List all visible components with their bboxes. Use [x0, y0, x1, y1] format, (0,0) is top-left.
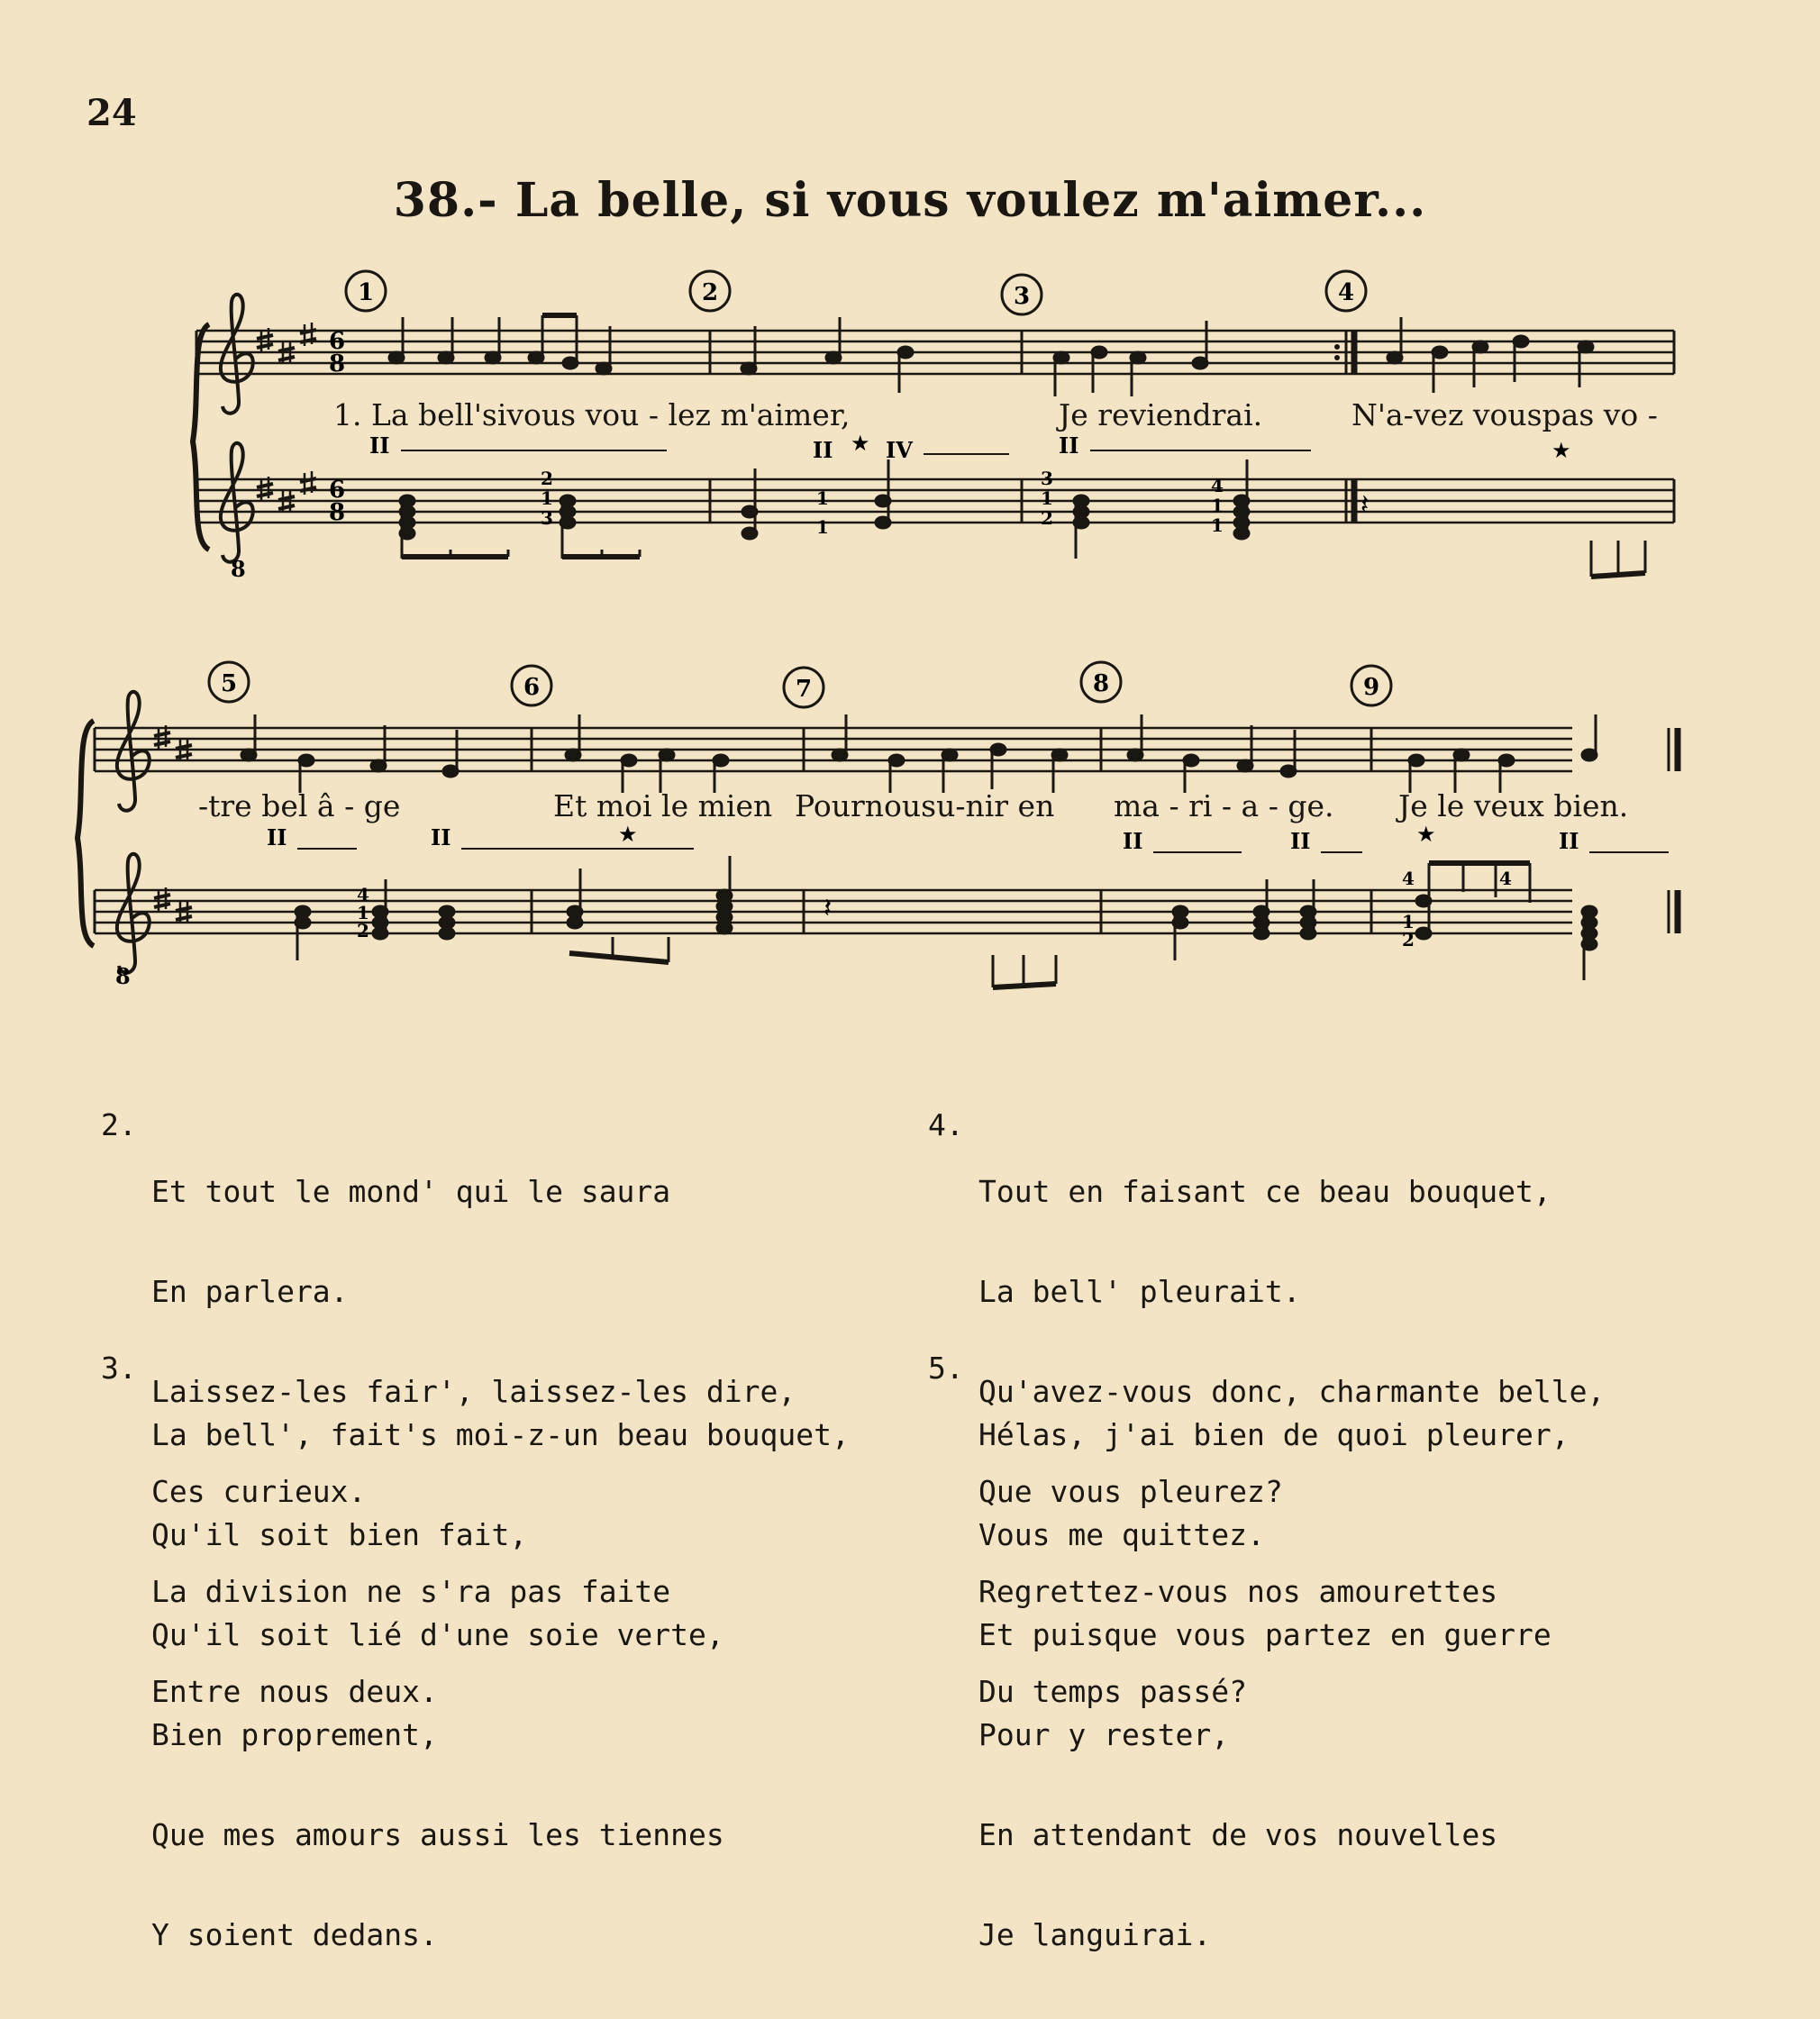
- verse-line: En attendant de vos nouvelles: [978, 1817, 1498, 1852]
- verse-line: Que mes amours aussi les tiennes: [151, 1817, 724, 1852]
- svg-text:3: 3: [541, 507, 553, 529]
- verse-line: Tout en faisant ce beau bouquet,: [978, 1174, 1552, 1209]
- accompaniment-staff: [95, 890, 1572, 933]
- svg-text:1: 1: [541, 487, 553, 509]
- verse-line: La bell' pleurait.: [978, 1274, 1301, 1309]
- accompaniment-staff: [196, 479, 1674, 523]
- song-title: 38.- La belle, si vous voulez m'aimer...: [393, 173, 1427, 228]
- svg-text:1: 1: [816, 516, 829, 538]
- verse-line: Y soient dedans.: [151, 1917, 438, 1952]
- svg-text:7: 7: [795, 676, 813, 703]
- verse-number: 5.: [928, 1351, 964, 1386]
- system-brace: [77, 721, 94, 946]
- svg-text:4: 4: [1402, 868, 1415, 889]
- verse-line: Vous me quittez.: [978, 1517, 1265, 1552]
- fingering-mark: II: [1290, 828, 1311, 854]
- melody-staff: [95, 728, 1572, 771]
- svg-text:2: 2: [1041, 507, 1053, 529]
- measure-marker-6: [512, 666, 551, 705]
- svg-text:1: 1: [357, 279, 375, 306]
- fingering-mark: II: [431, 824, 451, 850]
- svg-text:8: 8: [329, 499, 346, 526]
- octave-mark: 8: [115, 963, 131, 989]
- lyric-s1-2: Je reviendrai.: [1059, 397, 1263, 432]
- verse-line: Pour y rester,: [978, 1717, 1230, 1752]
- verse-line: Qu'avez-vous donc, charmante belle,: [978, 1374, 1606, 1409]
- verse-line: Laissez-les fair', laissez-les dire,: [151, 1374, 796, 1409]
- svg-text:6: 6: [329, 477, 346, 504]
- fingering-mark: II: [1559, 828, 1579, 854]
- lyric-s2-2: Et moi le mien: [553, 788, 773, 823]
- lyric-s1-3: N'a-vez vouspas vo -: [1351, 397, 1658, 432]
- svg-text:8: 8: [329, 350, 346, 377]
- svg-text:4: 4: [357, 884, 369, 905]
- verse-number: 2.: [101, 1107, 137, 1142]
- fingering-mark: II: [369, 432, 390, 459]
- svg-text:9: 9: [1362, 674, 1380, 701]
- measure-marker-4: [1326, 271, 1366, 311]
- svg-text:𝄽: 𝄽: [824, 893, 833, 924]
- svg-text:5: 5: [220, 670, 238, 697]
- octave-mark: 8: [231, 556, 246, 582]
- svg-text:3: 3: [1041, 468, 1053, 489]
- svg-text:8: 8: [1092, 670, 1110, 697]
- system-1: [193, 271, 1674, 582]
- lyric-s2-5: Je le veux bien.: [1398, 788, 1629, 823]
- verse-line: Je languirai.: [978, 1917, 1212, 1952]
- measure-marker-5: [209, 662, 249, 702]
- svg-text:4: 4: [1211, 475, 1224, 496]
- svg-text:6: 6: [523, 674, 541, 701]
- verse-line: Bien proprement,: [151, 1717, 438, 1752]
- svg-text:1: 1: [1041, 487, 1053, 509]
- svg-text:2: 2: [701, 279, 719, 306]
- verse-line: Qu'il soit lié d'une soie verte,: [151, 1617, 724, 1652]
- measure-marker-2: [690, 271, 730, 311]
- verse-line: La bell', fait's moi-z-un beau bouquet,: [151, 1417, 850, 1452]
- measure-marker-1: [346, 271, 386, 311]
- svg-text:4: 4: [1337, 279, 1355, 306]
- svg-text:1: 1: [816, 487, 829, 509]
- lyric-s1-1: 1. La bell'sivous vou - lez m'aimer,: [333, 397, 851, 432]
- lyric-s2-1: -tre bel â - ge: [198, 788, 401, 823]
- star-mark: ★: [851, 431, 870, 456]
- star-mark: ★: [618, 822, 638, 847]
- verse-number: 3.: [101, 1351, 137, 1386]
- verse-line: La division ne s'ra pas faite: [151, 1574, 671, 1609]
- measure-marker-3: [1002, 275, 1042, 314]
- lyric-s2-4: ma - ri - a - ge.: [1114, 788, 1334, 823]
- measure-marker-9: [1351, 666, 1391, 705]
- measure-marker-7: [784, 668, 824, 707]
- verse-line: Du temps passé?: [978, 1674, 1248, 1709]
- fingering-mark: II: [1123, 828, 1143, 854]
- star-mark: ★: [1416, 822, 1436, 847]
- svg-text:1: 1: [1402, 911, 1415, 932]
- svg-text:2: 2: [541, 468, 553, 489]
- verse-line: Que vous pleurez?: [978, 1474, 1283, 1509]
- fingering-mark: IV: [886, 437, 913, 463]
- fingering-mark: II: [813, 437, 833, 463]
- verse-line: Hélas, j'ai bien de quoi pleurer,: [978, 1417, 1570, 1452]
- verse-line: Et tout le mond' qui le saura: [151, 1174, 671, 1209]
- svg-text:1: 1: [1211, 514, 1224, 536]
- svg-text:3: 3: [1013, 283, 1031, 310]
- verse-number: 4.: [928, 1107, 964, 1142]
- svg-text:1: 1: [1211, 495, 1224, 516]
- system-2: [77, 662, 1678, 989]
- fingering-mark: II: [1059, 432, 1079, 459]
- measure-marker-8: [1081, 662, 1121, 702]
- verse-line: Qu'il soit bien fait,: [151, 1517, 528, 1552]
- star-mark: ★: [1552, 438, 1571, 463]
- lyric-s2-3: Pournousu-nir en: [795, 788, 1055, 823]
- svg-text:1: 1: [357, 902, 369, 923]
- svg-text:2: 2: [1402, 929, 1415, 950]
- verse-line: Entre nous deux.: [151, 1674, 438, 1709]
- verse-line: Ces curieux.: [151, 1474, 367, 1509]
- svg-text:2: 2: [357, 920, 369, 941]
- verse-line: Regrettez-vous nos amourettes: [978, 1574, 1498, 1609]
- verse-line: Et puisque vous partez en guerre: [978, 1617, 1552, 1652]
- verse-line: En parlera.: [151, 1274, 349, 1309]
- svg-text:𝄽: 𝄽: [1360, 489, 1370, 521]
- svg-text:6: 6: [329, 328, 346, 355]
- fingering-mark: II: [267, 824, 287, 850]
- page-number: 24: [86, 92, 137, 134]
- melody-staff: [196, 331, 1674, 374]
- svg-text:4: 4: [1499, 868, 1512, 889]
